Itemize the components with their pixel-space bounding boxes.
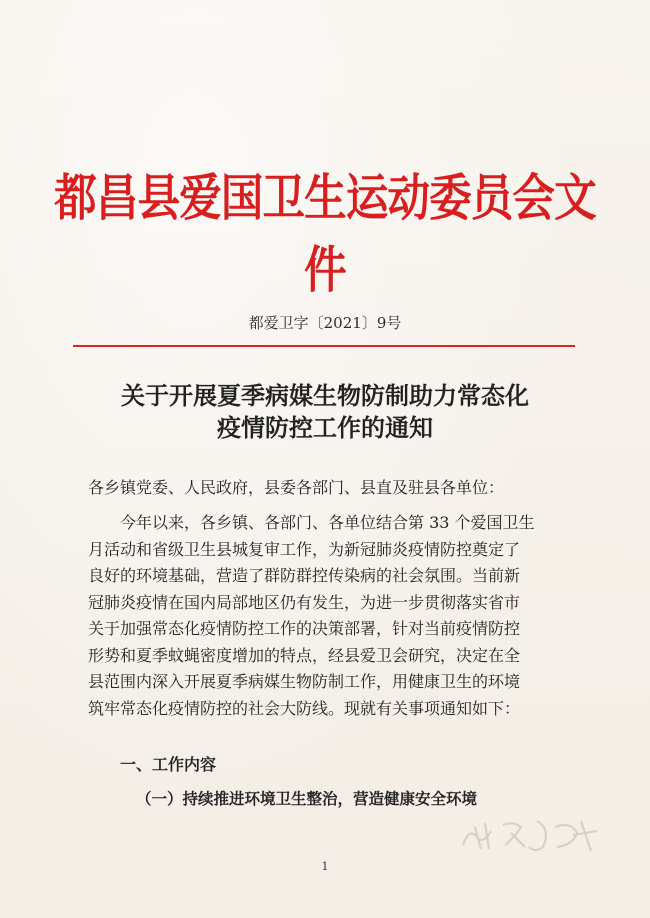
watermark-logo — [455, 805, 605, 865]
document-header-title: 都昌县爱国卫生运动委员会文件 — [54, 168, 596, 299]
recipients-line: 各乡镇党委、人民政府，县委各部门、县直及驻县各单位： — [88, 478, 505, 497]
body-line: 县范围内深入开展夏季病媒生物防制工作，用健康卫生的环境 — [88, 672, 521, 691]
body-line: 筑牢常态化疫情防控的社会大防线。现就有关事项通知如下： — [88, 698, 521, 718]
notice-title-line-2: 疫情防控工作的通知 — [217, 414, 433, 442]
body-paragraph — [88, 510, 568, 722]
show-through-text — [90, 96, 480, 115]
notice-title-line-1: 关于开展夏季病媒生物防制助力常态化 — [121, 382, 529, 410]
red-divider-line — [73, 345, 575, 347]
body-line: 月活动和省级卫生县城复审工作，为新冠肺炎疫情防控奠定了 — [88, 539, 521, 559]
body-line: 冠肺炎疫情在国内局部地区仍有发生，为进一步贯彻落实省市 — [88, 592, 521, 612]
body-line: 形势和夏季蚊蝇密度增加的特点，经县爱卫会研究，决定在全 — [88, 645, 521, 665]
subsection-heading: （一）持续推进环境卫生整治，营造健康安全环境 — [136, 789, 478, 808]
body-line: 今年以来，各乡镇、各部门、各单位结合第 33 个爱国卫生 — [88, 513, 535, 532]
body-line: 关于加强常态化疫情防控工作的决策部署，针对当前疫情防控 — [88, 619, 521, 638]
document-number: 都爱卫字〔2021〕9号 — [248, 314, 402, 332]
section-heading: 一、工作内容 — [120, 755, 217, 774]
page-number: 1 — [321, 860, 329, 873]
body-line: 良好的环境基础，营造了群防群控传染病的社会氛围。当前新 — [88, 566, 521, 585]
